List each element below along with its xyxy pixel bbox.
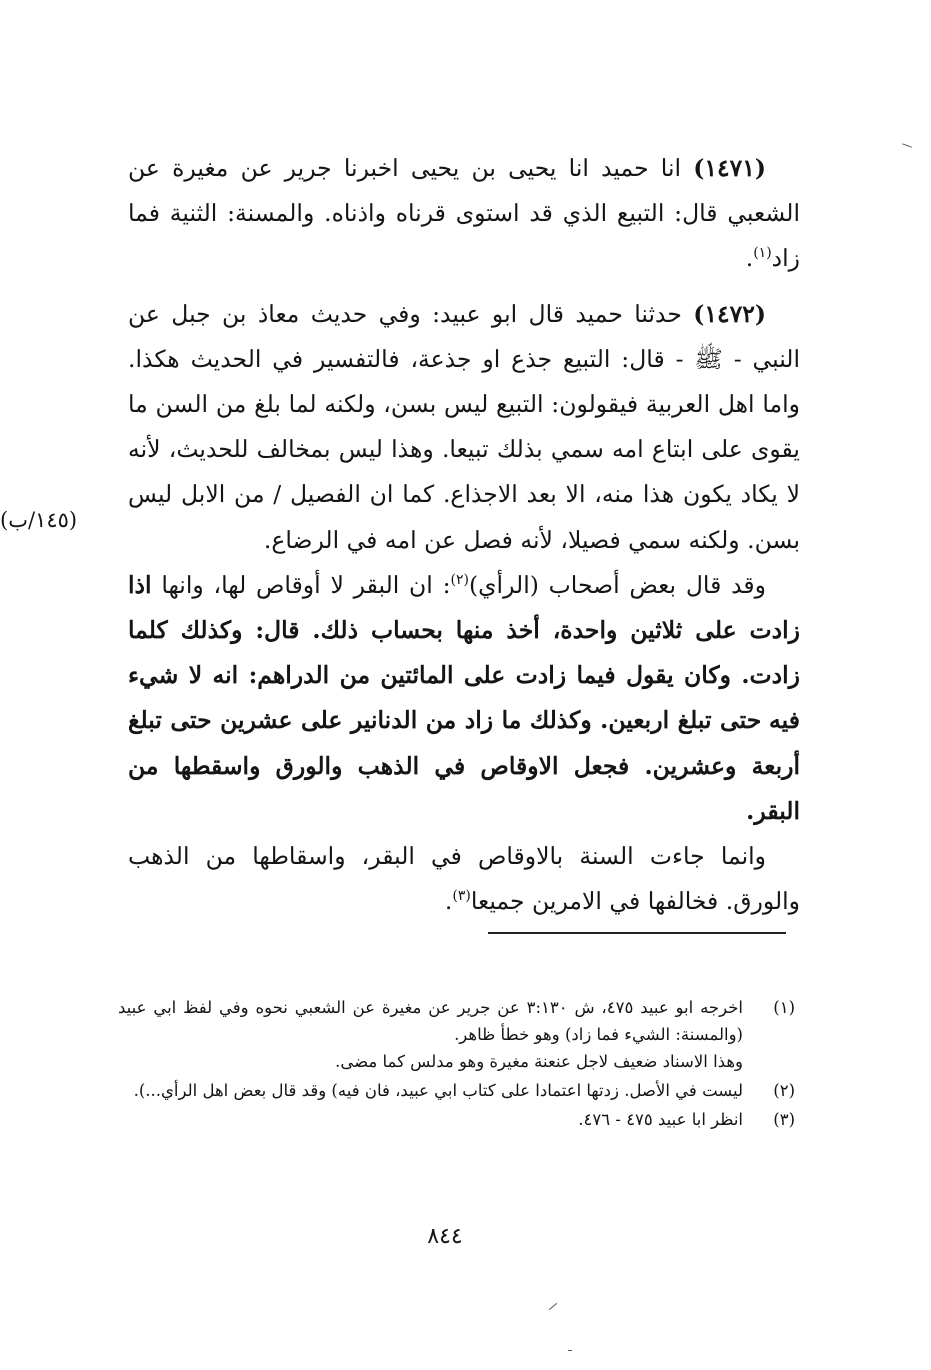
- text-line: اذا زادت على ثلاثين واحدة، أخذ منها بحساب ذلك. قال: وكذلك كلما: [128, 570, 800, 645]
- footnote-line: ابي عبيد (والمسنة: الشيء فما زاد) وهو خطأ ظاهر.: [118, 998, 743, 1044]
- manuscript-folio-marker: (١٤٥/ب): [0, 508, 78, 532]
- text-line: الفصيل / من الابل ليس بسن. ولكنه سمي فصيلا، لأنه فصل عن امه: [128, 480, 800, 554]
- text-line: انا حميد انا يحيى بن يحيى اخبرنا جرير عن مغيرة عن: [128, 154, 682, 182]
- footnote-number: (٣): [773, 1110, 795, 1129]
- footnotes: [118, 994, 795, 1135]
- text-line: في الرضاع.: [263, 525, 378, 554]
- text-line: الشعبي قال: التبيع الذي قد استوى قرناه واذناه. والمسنة: الثنية فما: [128, 199, 800, 228]
- text-line: حتى تبلغ اربعين. وكذلك ما زاد من الدنانير على عشرين حتى تبلغ: [128, 706, 762, 735]
- text-line: النبي - ﷺ - قال: التبيع جذع او جذعة، فالتفسير في الحديث: [190, 344, 800, 373]
- footnote-3: [118, 1106, 795, 1133]
- scan-speck: [549, 1303, 557, 1310]
- footnote-1: [118, 994, 795, 1075]
- text-line: والورق. فخالفها في الامرين جميعا: [470, 887, 800, 916]
- footnote-marker: (٢): [450, 572, 469, 588]
- text-line: وانما جاءت السنة بالاوقاص في البقر، واسقاطها من الذهب: [128, 842, 766, 871]
- footnote-number: (٢): [773, 1081, 795, 1100]
- footnote-line: اخرجه ابو عبيد ٤٧٥، ش ٣:١٣٠ عن جرير عن مغيرة عن الشعبي نحوه وفي لفظ: [183, 998, 744, 1017]
- paragraph-ruling: [128, 563, 800, 834]
- footnote-text: [118, 994, 743, 1075]
- footnote-number: (١): [773, 998, 795, 1017]
- footnote-text: [118, 1077, 743, 1104]
- text-line: السن ما يقوى على ابتاع امه سمي بذلك تبيعا. وهذا ليس بمخالف: [128, 390, 800, 464]
- page-number: ٨٤٤: [427, 1224, 463, 1249]
- text-line: وقد قال بعض أصحاب (الرأي): [469, 570, 766, 599]
- main-text: [128, 146, 800, 924]
- footnote-line: الرأي...).: [133, 1081, 198, 1100]
- scan-speck: [568, 1350, 572, 1351]
- text-line: حدثنا حميد قال ابو عبيد: وفي حديث معاذ بن جبل عن: [128, 299, 682, 328]
- text-line: أربعة وعشرين. فجعل الاوقاص في الذهب والورق واسقطها من البقر.: [128, 751, 800, 825]
- text-line: هكذا. واما اهل العربية فيقولون: التبيع ليس بسن، ولكنه لما بلغ من: [128, 344, 800, 419]
- text-line: زاد: [771, 244, 800, 273]
- hadith-number: (١٤٧٢): [693, 299, 766, 328]
- scan-speck: [902, 143, 912, 147]
- footnote-line: انظر ابا عبيد ٤٧٥ - ٤٧٦.: [578, 1110, 743, 1129]
- footnote-marker: (١): [753, 245, 772, 262]
- footnote-line: وهذا الاسناد ضعيف لاجل عنعنة مغيرة وهو مدلس كما مضى.: [335, 1052, 743, 1071]
- paragraph-1472: [128, 292, 800, 563]
- footnote-text: [118, 1106, 743, 1133]
- footnote-line: ليست في الأصل. زدتها اعتمادا على كتاب ابي عبيد، فان فيه) وقد قال بعض اهل: [202, 1081, 743, 1100]
- text-line: .: [745, 244, 754, 273]
- footnote-divider: [488, 932, 786, 934]
- text-line: .: [444, 887, 453, 916]
- paragraph-sunnah: [128, 834, 800, 924]
- text-line: زادت. وكان يقول فيما زادت على المائتين من الدراهم: انه لا شيء فيه: [128, 661, 800, 735]
- text-line: للحديث، لأنه لا يكاد يكون هذا منه، الا بعد الاجذاع. كما ان: [128, 435, 800, 509]
- footnote-marker: (٣): [452, 888, 471, 905]
- text-line: : ان البقر لا أوقاص لها، وانها: [161, 570, 451, 599]
- hadith-number: (١٤٧١): [693, 154, 766, 182]
- paragraph-1471: [128, 146, 800, 282]
- footnote-2: [118, 1077, 795, 1104]
